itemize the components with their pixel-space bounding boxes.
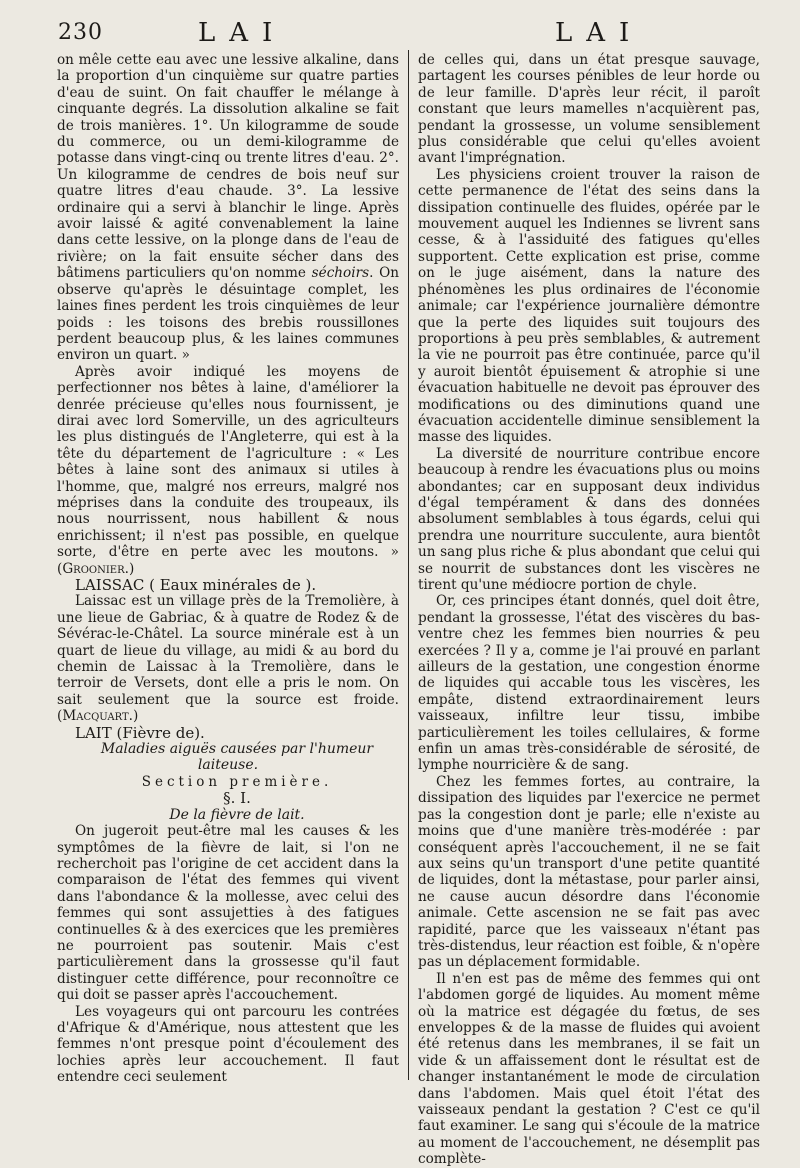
paragraph: de celles qui, dans un état presque sauvage, partagent les courses pénibles de leur horde ou de leur famille. D'après leur récit, il paroît constant que leurs mamelles n'acquièrent pas, pendant la grossesse, un volume sensiblement plus considérable que celui qu'elles avoient avant l'imprégnation. (418, 52, 760, 167)
column-divider (408, 50, 409, 1080)
paragraph: Chez les femmes fortes, au contraire, la dissipation des liquides par l'exercice ne permet pas la congestion dont je parle; elle n'existe au moins que d'une manière très-modérée : par conséquent après l'accouchement, il ne se fait aux seins qu'un transport d'une petite quantité de liquides, dont la métastase, pour parler ainsi, ne cause aucun désordre dans l'économie animale. Cette ascension ne se fait pas avec rapidité, parce que les vaisseaux n'étant pas très-distendus, leur réaction est foible, & n'opère pas un déplacement formidable. (418, 773, 760, 971)
paragraph: Après avoir indiqué les moyens de perfectionner nos bêtes à laine, d'améliorer la denrée précieuse qu'elles nous fournissent, je dirai avec lord Somerville, un des agriculteurs les plus distingués de l'Angleterre, qui est à la tête du département de l'agriculture : « Les bêtes à laine sont des animaux si utiles à l'homme, que, malgré nos erreurs, malgré nos méprises dans la conduite des troupeaux, ils nous nourrissent, nous habillent & nous enrichissent; il n'est pas possible, en quelque sorte, d'être en perte avec les moutons. » (Groonier.) (57, 363, 399, 577)
running-head-left: LAI (198, 18, 287, 48)
page-number: 230 (58, 20, 103, 45)
left-column (57, 52, 399, 1086)
paragraph: Or, ces principes étant donnés, quel doit être, pendant la grossesse, l'état des viscères du bas-ventre chez les femmes bien nourries & peu exercées ? Il y a, comme je l'ai prouvé en parlant ailleurs de la gestation, une congestion énorme de liquides qui accable tous les viscères, les empâte, distend extraordinairement leurs vaisseaux, infiltre leur tissu, imbibe particulièrement les toiles cellulaires, & forme enfin un amas très-considérable de sérosité, de lymphe nourricière & de sang. (418, 593, 760, 774)
entry-heading-lait: LAIT (Fièvre de). (75, 723, 205, 742)
section-title: De la fièvre de lait. (169, 806, 305, 823)
paragraph: on mêle cette eau avec une lessive alkaline, dans la proportion d'un cinquième sur quatre parties d'eau de suint. On fait chauffer le mélange à cinquante degrés. La dissolution alkaline se fait de trois manières. 1°. Un kilogramme de soude du commerce, ou un demi-kilogramme de potasse dans vingt-cinq ou trente litres d'eau. 2°. Un kilogramme de cendres de bois neuf sur quatre litres d'eau chaude. 3°. La lessive ordinaire qui a servi à blanchir le linge. Après avoir laissé & agité convenablement la laine dans cette lessive, on la plonge dans de l'eau de rivière; on la fait ensuite sécher dans des bâtimens particuliers qu'on nomme séchoirs. On observe qu'après le désuintage complet, les laines fines perdent les trois cinquièmes de leur poids : les toisons des brebis roussillones perdent beaucoup plus, & les laines communes environ un quart. » (57, 52, 399, 364)
paragraph: Les physiciens croient trouver la raison de cette permanence de l'état des seins dans la dissipation continuelle des fluides, opérée par le mouvement auquel les Indiennes se livrent sans cesse, & à l'assiduité des fatigues qu'elles supportent. Cette explication est prise, comme on le juge aisément, dans la nature des phénomènes les plus ordinaires de l'économie animale; car l'expérience journalière démontre que la perte des liquides suit toujours des proportions à peu près semblables, & autrement la vie ne pourroit pas être continuée, parce qu'il y auroit bientôt épuisement & atrophie si une évacuation habituelle ne devoit pas éprouver des modifications ou des diminutions quand une évacuation accidentelle diminue sensiblement la masse des liquides. (418, 166, 760, 446)
paragraph: Laissac est un village près de la Tremolière, à une lieue de Gabriac, & à quatre de Rodez & de Sévérac-le-Châtel. La source minérale est à un quart de lieue du village, au midi & au bord du chemin de Laissac à la Tremolière, dans le terroir de Versets, dont elle a pris le nom. On sait seulement que la source est froide. (Macquart.) (57, 593, 399, 725)
section-heading: Section première. (141, 773, 333, 790)
paragraph: La diversité de nourriture contribue encore beaucoup à rendre les évacuations plus ou moins abondantes; car en supposant deux individus d'égal tempérament & dans des données absolument semblables à tous égards, celui qui prendra une nourriture succulente, aura bientôt un sang plus riche & plus abondant que celui qui se nourrit de substances dont les viscères ne tirent qu'une médiocre portion de chyle. (418, 445, 760, 593)
section-number: §. I. (223, 789, 251, 808)
italic-term: séchoirs (311, 265, 370, 282)
entry-subtitle: Maladies aiguës causées par l'humeur laiteuse. (100, 741, 374, 774)
entry-heading-laissac: LAISSAC ( Eaux minérales de ). (75, 576, 317, 594)
paragraph: On jugeroit peut-être mal les causes & les symptômes de la fièvre de lait, si l'on ne recherchoit pas l'origine de cet accident dans la comparaison de l'état des femmes qui vivent dans l'abondance & la mollesse, avec celui des femmes qui sont assujetties à des fatigues continuelles & à des exercices que les premières ne pourroient pas soutenir. Mais c'est particulièrement dans la grossesse qu'il faut distinguer cette différence, pour reconnoître ce qui doit se passer après l'accouchement. (57, 823, 399, 1004)
author-signature: Groonier (62, 560, 125, 577)
running-head-right: LAI (555, 18, 644, 48)
paragraph: Il n'en est pas de même des femmes qui ont l'abdomen gorgé de liquides. Au moment même où la matrice est dégagée du fœtus, de ses enveloppes & de la masse de fluides qui avoient été retenus dans les membranes, il se fait un vide & un affaissement dont le résultat est de changer instantanément le mode de circulation dans l'abdomen. Mais quel étoit l'état des vaisseaux pendant la gestation ? C'est ce qu'il faut examiner. Le sang qui s'écoule de la matrice au moment de l'accouchement, ne désemplit pas complète- (418, 970, 760, 1168)
right-column (418, 52, 760, 1168)
paragraph: Les voyageurs qui ont parcouru les contrées d'Afrique & d'Amérique, nous attestent que les femmes n'ont presque point d'écoulement des lochies après leur accouchement. Il faut entendre ceci seulement (57, 1003, 399, 1086)
author-signature: Macquart (62, 708, 129, 725)
